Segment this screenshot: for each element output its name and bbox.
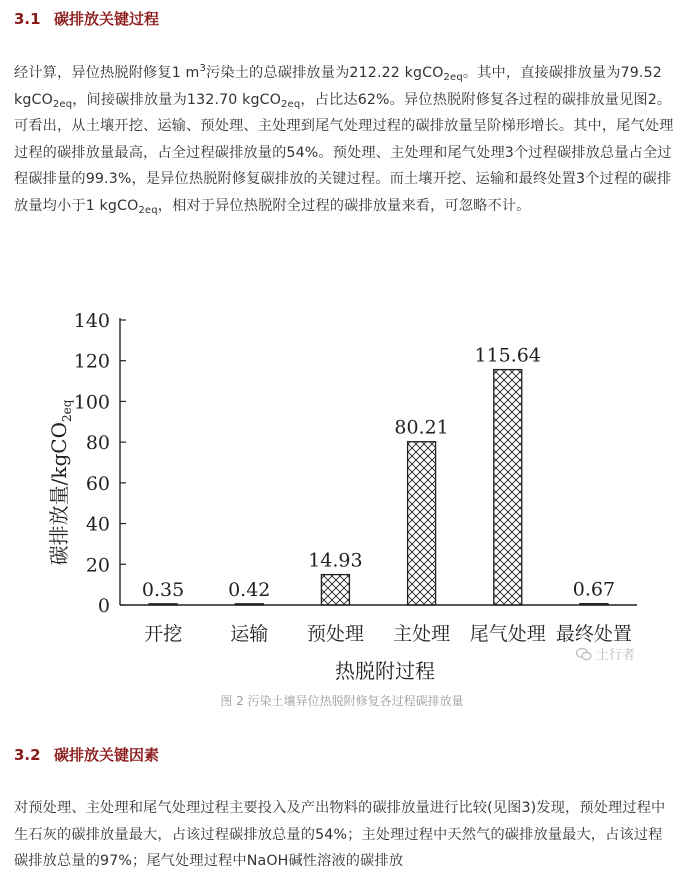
y-tick-label: 60 <box>85 472 110 495</box>
text-run: 对预处理、主处理和尾气处理过程主要投入及产出物料的碳排放量进行比较(见图3)发现，预处理过程中生石灰的碳排放量最大，占该过程碳排放总量的54%；主处理过程中天然气的碳排放量最大，占该过程碳排放总量的97%；尾气处理过程中NaOH碱性溶液的碳排放 <box>14 800 666 870</box>
subscript: 2eq <box>52 98 73 110</box>
superscript: 3 <box>199 63 207 74</box>
y-tick-label: 140 <box>73 310 110 332</box>
y-tick-label: 0 <box>97 595 110 617</box>
bar-value-label: 0.35 <box>141 578 185 601</box>
text-run: 经计算，异位热脱附修复1 m <box>14 65 200 81</box>
y-tick-label: 120 <box>73 350 110 373</box>
subscript: 2eq <box>443 72 463 83</box>
section-heading-3-1 <box>14 8 159 29</box>
x-category-label: 尾气处理 <box>469 623 546 645</box>
x-axis-title: 热脱附过程 <box>335 659 435 683</box>
y-tick-label: 80 <box>85 432 110 455</box>
text-run: ，间接碳排放量为132.70 kgCO <box>72 91 282 108</box>
subscript: 2eq <box>138 204 158 216</box>
figure-2 <box>0 300 684 690</box>
bar-value-label: 14.93 <box>308 549 363 572</box>
section-title: 碳排放关键因素 <box>54 746 160 764</box>
y-tick-label: 20 <box>85 554 110 577</box>
paragraph-key-factors <box>14 795 674 875</box>
text-run: 污染土的总碳排放量为212.22 kgCO <box>206 65 444 81</box>
bar-3 <box>321 575 349 605</box>
figure-caption: 图 2 污染土壤异位热脱附修复各过程碳排放量 <box>220 694 464 708</box>
bar-value-label: 0.67 <box>572 578 616 601</box>
y-tick-label: 40 <box>85 513 110 536</box>
bar-2 <box>235 604 263 605</box>
section-title: 碳排放关键过程 <box>54 10 160 28</box>
wechat-icon <box>576 647 592 661</box>
paragraph-key-process <box>14 60 674 220</box>
section-number: 3.2 <box>14 746 41 764</box>
bar-1 <box>149 604 177 605</box>
y-tick-label: 100 <box>73 391 110 414</box>
text-run: ，占比达62%。异位热脱附修复各过程的碳排放量见图2。可看出，从土壤开挖、运输、预处理、主处理到尾气处理过程的碳排放量呈阶梯形增长。其中，尾气处理过程的碳排放量最高，占全过程碳排放量的54%。预处理、主处理和尾气处理3个过程碳排放总量占全过程碳排量的99.3%，是异位热脱附修复碳排放的关键过程。而土壤开挖、运输和最终处置3个过程的碳排放量均小于1 kgCO <box>14 91 674 214</box>
bar-4 <box>408 442 436 605</box>
bar-6 <box>580 604 608 605</box>
watermark <box>576 644 635 663</box>
text-run: 。其中，直接碳排放量为79.52 kgCO <box>14 65 662 108</box>
bar-value-label: 80.21 <box>394 416 449 439</box>
watermark-text: 土行者 <box>596 648 636 663</box>
x-category-label: 预处理 <box>306 623 364 645</box>
section-number: 3.1 <box>14 10 41 28</box>
x-category-label: 运输 <box>230 623 269 645</box>
bar-chart <box>0 300 684 690</box>
x-category-label: 最终处置 <box>555 623 632 645</box>
y-axis-title-subscript: 2eq <box>60 399 74 423</box>
y-axis-title-main: 碳排放量/kgCO <box>47 422 71 566</box>
bar-5 <box>494 370 522 605</box>
x-category-label: 主处理 <box>393 623 451 645</box>
bar-value-label: 0.42 <box>228 578 271 601</box>
x-category-label: 开挖 <box>144 623 183 645</box>
y-axis-title <box>47 399 74 565</box>
section-heading-3-2 <box>14 744 159 765</box>
subscript: 2eq <box>281 98 301 110</box>
bar-value-label: 115.64 <box>474 344 541 367</box>
text-run: ，相对于异位热脱附全过程的碳排放量来看，可忽略不计。 <box>157 197 531 214</box>
